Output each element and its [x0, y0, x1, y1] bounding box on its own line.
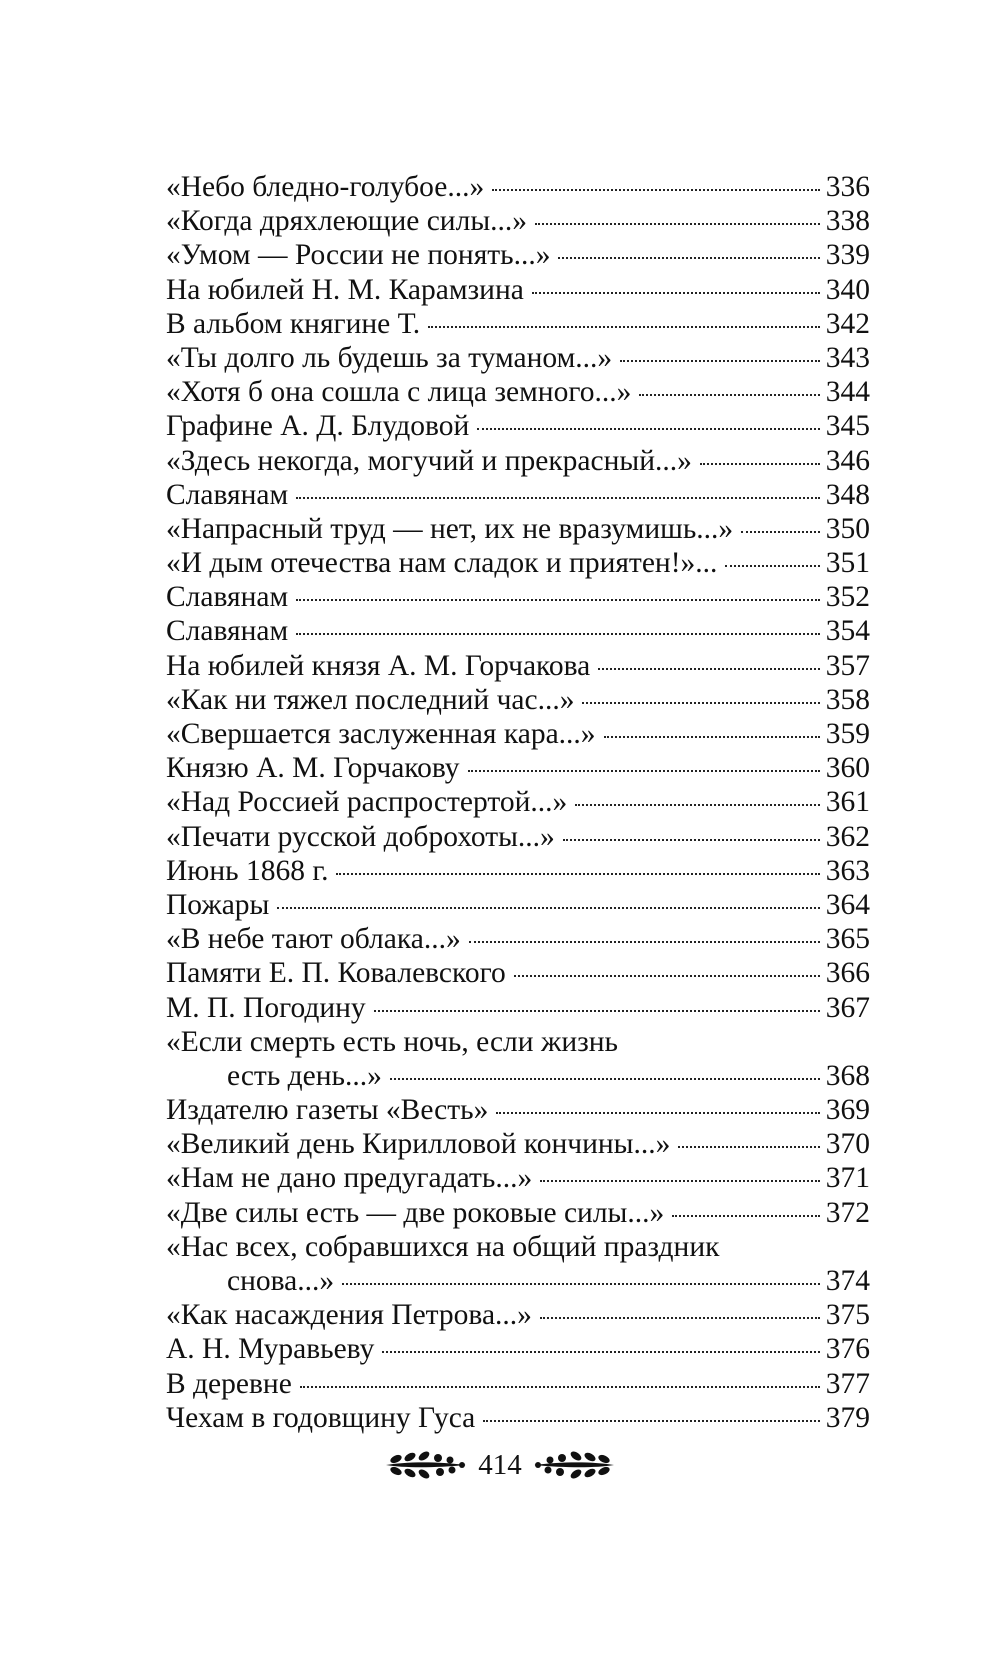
left-floral-ornament-icon [384, 1448, 468, 1482]
toc-entry [166, 444, 870, 478]
toc-entry-title: Князю А. М. Горчакову [166, 752, 460, 785]
toc-entry-row [166, 1264, 870, 1298]
toc-entry-title: «Как ни тяжел последний час...» [166, 683, 575, 716]
toc-entry [166, 854, 870, 888]
right-floral-ornament-icon [532, 1448, 616, 1482]
toc-entry-title: Июнь 1868 г. [166, 854, 329, 887]
toc-entry [166, 273, 870, 307]
toc-entry-page-number: 354 [825, 615, 870, 648]
toc-entry [166, 717, 870, 751]
toc-entry [166, 1298, 870, 1332]
toc-entry-title: М. П. Погодину [166, 991, 366, 1024]
toc-entry-title: «В небе тают облака...» [166, 923, 461, 956]
dot-leader [483, 1420, 819, 1422]
dot-leader [563, 839, 820, 841]
toc-entry-page-number: 360 [825, 752, 870, 785]
toc-entry [166, 409, 870, 443]
toc-entry-title: «И дым отечества нам сладок и приятен!»... [166, 547, 718, 580]
toc-entry-page-number: 367 [825, 991, 870, 1024]
toc-entry-page-number: 357 [825, 649, 870, 682]
dot-leader [296, 599, 820, 601]
toc-entry-title: «Ты долго ль будешь за туманом...» [166, 341, 613, 374]
dot-leader [672, 1215, 820, 1217]
toc-entry-title: «Когда дряхлеющие силы...» [166, 205, 528, 238]
toc-entry-title: Славянам [166, 581, 289, 614]
toc-entry [166, 1127, 870, 1161]
toc-entry [166, 341, 870, 375]
dot-leader [678, 1146, 819, 1148]
toc-entry [166, 649, 870, 683]
toc-entry-page-number: 371 [825, 1162, 870, 1195]
dot-leader [540, 1317, 820, 1319]
toc-entry-page-number: 376 [825, 1333, 870, 1366]
page-footer [0, 1448, 1000, 1482]
dot-leader [558, 257, 819, 259]
toc-entry-page-number: 352 [825, 581, 870, 614]
toc-entry-page-number: 362 [825, 820, 870, 853]
toc-entry-title: На юбилей князя А. М. Горчакова [166, 649, 591, 682]
toc-entry-title: Пожары [166, 888, 270, 921]
dot-leader [477, 428, 819, 430]
toc-entry [166, 512, 870, 546]
table-of-contents [166, 170, 870, 1435]
dot-leader [620, 360, 820, 362]
toc-entry-page-number: 343 [825, 341, 870, 374]
toc-entry-title: «Напрасный труд — нет, их не вразумишь...» [166, 512, 734, 545]
toc-entry [166, 1025, 870, 1093]
toc-entry-title: Славянам [166, 615, 289, 648]
dot-leader [382, 1351, 819, 1353]
toc-entry-page-number: 342 [825, 307, 870, 340]
toc-entry [166, 683, 870, 717]
toc-entry-title: «Нам не дано предугадать...» [166, 1162, 533, 1195]
toc-entry [166, 785, 870, 819]
toc-entry [166, 1230, 870, 1298]
dot-leader [532, 292, 820, 294]
toc-entry [166, 546, 870, 580]
toc-entry [166, 307, 870, 341]
toc-entry-page-number: 372 [825, 1196, 870, 1229]
toc-entry-title: «Печати русской доброхоты...» [166, 820, 555, 853]
dot-leader [492, 189, 820, 191]
toc-entry-page-number: 369 [825, 1094, 870, 1127]
dot-leader [336, 873, 819, 875]
toc-entry-page-number: 350 [825, 512, 870, 545]
dot-leader [496, 1112, 819, 1114]
toc-entry-row [166, 1059, 870, 1093]
dot-leader [390, 1078, 820, 1080]
toc-entry-title: «Небо бледно-голубое...» [166, 171, 485, 203]
toc-entry-title: В деревне [166, 1367, 292, 1400]
toc-entry [166, 238, 870, 272]
toc-entry [166, 1196, 870, 1230]
toc-entry [166, 580, 870, 614]
toc-entry-page-number: 338 [825, 205, 870, 238]
dot-leader [300, 1386, 820, 1388]
toc-entry-title: Славянам [166, 478, 289, 511]
toc-entry-page-number: 345 [825, 410, 870, 443]
toc-entry [166, 614, 870, 648]
toc-entry-page-number: 379 [825, 1401, 870, 1434]
toc-entry-title: Издателю газеты «Весть» [166, 1094, 489, 1127]
toc-entry-title: «Две силы есть — две роковые силы...» [166, 1196, 665, 1229]
dot-leader [639, 394, 819, 396]
toc-entry [166, 1093, 870, 1127]
toc-entry-title-first-line: «Если смерть есть ночь, если жизнь [166, 1025, 619, 1058]
toc-entry-page-number: 368 [825, 1059, 870, 1092]
dot-leader [296, 497, 820, 499]
toc-entry-page-number: 340 [825, 273, 870, 306]
toc-entry-title: На юбилей Н. М. Карамзина [166, 273, 524, 306]
toc-entry [166, 991, 870, 1025]
toc-entry [166, 956, 870, 990]
dot-leader [428, 326, 820, 328]
toc-entry [166, 1161, 870, 1195]
dot-leader [604, 736, 820, 738]
toc-entry-title: снова...» [227, 1265, 335, 1297]
toc-entry-page-number: 370 [825, 1128, 870, 1161]
toc-entry-page-number: 348 [825, 478, 870, 511]
toc-entry-title: «Как насаждения Петрова...» [166, 1299, 532, 1332]
dot-leader [598, 668, 819, 670]
dot-leader [582, 702, 819, 704]
toc-entry-page-number: 366 [825, 957, 870, 990]
toc-entry [166, 375, 870, 409]
dot-leader [514, 975, 820, 977]
dot-leader [468, 770, 820, 772]
dot-leader [725, 565, 819, 567]
dot-leader [575, 804, 820, 806]
toc-entry [166, 170, 870, 204]
toc-entry [166, 820, 870, 854]
page-number: 414 [478, 1448, 522, 1481]
toc-entry [166, 751, 870, 785]
toc-entry-page-number: 377 [825, 1367, 870, 1400]
toc-entry-title: «Свершается заслуженная кара...» [166, 718, 596, 750]
toc-entry-page-number: 361 [825, 786, 870, 819]
toc-entry-page-number: 336 [825, 171, 870, 203]
dot-leader [277, 907, 819, 909]
dot-leader [469, 941, 820, 943]
dot-leader [700, 463, 820, 465]
toc-entry-page-number: 339 [825, 239, 870, 272]
toc-entry-title: Памяти Е. П. Ковалевского [166, 957, 506, 990]
toc-entry [166, 478, 870, 512]
toc-entry-title: «Хотя б она сошла с лица земного...» [166, 376, 632, 409]
toc-entry [166, 1332, 870, 1366]
dot-leader [540, 1180, 820, 1182]
dot-leader [741, 531, 820, 533]
toc-entry [166, 888, 870, 922]
toc-entry-title: «Над Россией распростертой...» [166, 786, 568, 819]
toc-entry [166, 1367, 870, 1401]
toc-entry-page-number: 351 [825, 547, 870, 580]
toc-entry-title-first-line: «Нас всех, собравшихся на общий праздник [166, 1230, 720, 1263]
toc-entry-page-number: 365 [825, 923, 870, 956]
toc-entry-page-number: 375 [825, 1299, 870, 1332]
toc-entry-title: «Здесь некогда, могучий и прекрасный...» [166, 444, 692, 477]
toc-entry [166, 1401, 870, 1435]
toc-entry [166, 204, 870, 238]
toc-entry-title: «Умом — России не понять...» [166, 239, 551, 272]
toc-entry-page-number: 346 [825, 444, 870, 477]
dot-leader [374, 1010, 820, 1012]
toc-entry-page-number: 364 [825, 888, 870, 921]
toc-entry-page-number: 359 [825, 718, 870, 750]
toc-entry-page-number: 363 [825, 854, 870, 887]
dot-leader [296, 633, 820, 635]
toc-entry-title: В альбом княгине Т. [166, 307, 421, 340]
toc-entry-title: Графине А. Д. Блудовой [166, 410, 470, 443]
toc-entry-title: «Великий день Кирилловой кончины...» [166, 1128, 671, 1161]
toc-entry-page-number: 374 [825, 1265, 870, 1297]
toc-entry-title: Чехам в годовщину Гуса [166, 1401, 476, 1434]
dot-leader [535, 223, 820, 225]
toc-entry-page-number: 358 [825, 683, 870, 716]
toc-entry-title: А. Н. Муравьеву [166, 1333, 375, 1366]
dot-leader [342, 1283, 820, 1285]
toc-entry-page-number: 344 [825, 376, 870, 409]
toc-entry-title: есть день...» [227, 1059, 382, 1092]
toc-entry [166, 922, 870, 956]
